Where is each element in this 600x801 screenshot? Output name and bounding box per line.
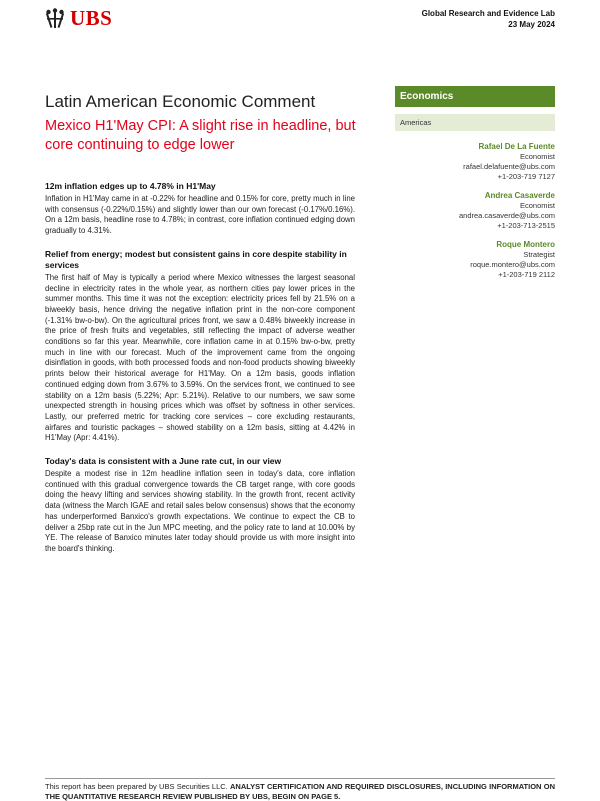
section-heading: Relief from energy; modest but consistent gains in core despite stability in services: [45, 248, 347, 270]
author-phone: +1-203-713-2515: [497, 221, 555, 230]
author-role: Economist: [519, 152, 555, 161]
author-card: [395, 239, 555, 280]
author-email-link[interactable]: rafael.delafuente@ubs.com: [463, 162, 555, 171]
category-bar: Economics: [395, 86, 555, 107]
author-card: [395, 190, 555, 231]
author-name: Andrea Casaverde: [484, 191, 555, 200]
author-name: Rafael De La Fuente: [478, 142, 555, 151]
report-date: 23 May 2024: [508, 20, 555, 29]
footer-prefix: This report has been prepared by UBS Securities LLC.: [45, 782, 228, 791]
disclosure-footer: [45, 782, 555, 801]
author-list: [395, 141, 555, 280]
author-role: Economist: [519, 201, 555, 210]
section-paragraph: Inflation in H1'May came in at -0.22% for headline and 0.15% for core, pretty much in line with consensus (-0.22%/0.15%) and slightly lower than our own forecast (-0.17%/0.16%). On a 12m basis, headline rose to 4.78%; in contrast, core inflation continued edging down gradually to 4.31%.: [45, 194, 355, 236]
report-body: [45, 181, 355, 567]
ubs-logo: [45, 6, 112, 31]
author-phone: +1-203-719 7127: [497, 172, 555, 181]
section-heading: Today's data is consistent with a June rate cut, in our view: [45, 456, 282, 467]
author-card: [395, 141, 555, 182]
section-heading: 12m inflation edges up to 4.78% in H1'May: [45, 181, 216, 191]
section-paragraph: The first half of May is typically a period where Mexico witnesses the largest seasonal decline in electricity rates in the whole year, as northern cities pay lower prices in the summer months. This time it was not the exception: electricity prices fell by 21.5% on a biweekly basis, hence driving the negative inflation print in the non-core component (-1.31% bw-o-bw). On the agricultural prices front, we saw a 0.48% biweekly increase in the price of fresh fruits and vegetables, still reflecting the impact of adverse weather conditions so far this year. Meanwhile, core inflation came in at 0.15% bw-o-bw, pretty much in line with our forecast. Much of the improvement came from the ongoing disinflation in goods, with both processed foods and non-food products showing biweekly prints below their historical average for H1'May. On a 12m basis, goods inflation continued edging down from 3.67% to 3.59%. On the services front, we continued to see stability on a 12m basis (5.22%; Apr: 5.21%). Relative to our numbers, we saw some unexpected strength in housing prices which was offset by softness in other services. Lastly, our preferred metric for tracking core services – core excluding restaurants, airfares and touristic packages – showed stability on a 12m basis, sitting at 4.42% in H1'May (Apr: 4.41%).: [45, 272, 355, 443]
header-meta: [422, 8, 555, 30]
section-paragraph: Despite a modest rise in 12m headline inflation seen in today's data, core inflation continued with this gradual convergence towards the CB target range, with core goods doing the heavy lifting and services showing stability. In the growth front, recent activity data (witness the March IGAE and retail sales below consensus) shows that the economy has underperformed Banxico's growth expectations. We continue to expect the CB to deliver a 25bp rate cut in the Jun MPC meeting, and the policy rate to land at 10.00% by YE. The release of Banxico minutes later today should provide us with more insight into the board's thinking.: [45, 469, 355, 553]
region-bar: Americas: [395, 114, 555, 131]
sidebar: [395, 86, 555, 288]
footer-disclosure: ANALYST CERTIFICATION AND REQUIRED DISCLOSURES, INCLUDING INFORMATION ON THE QUANTITATIVE RESEARCH REVIEW PUBLISHED BY UBS, BEGIN ON PAGE 5.: [45, 782, 555, 801]
author-email-link[interactable]: roque.montero@ubs.com: [470, 260, 555, 269]
report-headline: Mexico H1'May CPI: A slight rise in headline, but core continuing to edge lower: [45, 118, 356, 153]
footer-divider: [45, 778, 555, 779]
author-name: Roque Montero: [496, 240, 555, 249]
document-type: Latin American Economic Comment: [45, 92, 316, 111]
brand-wordmark: UBS: [70, 6, 113, 30]
author-role: Strategist: [523, 250, 555, 259]
ubs-keys-logo-icon: [45, 8, 65, 30]
author-phone: +1-203-719 2112: [498, 270, 555, 279]
author-email-link[interactable]: andrea.casaverde@ubs.com: [459, 211, 555, 220]
division-label: Global Research and Evidence Lab: [421, 9, 555, 18]
